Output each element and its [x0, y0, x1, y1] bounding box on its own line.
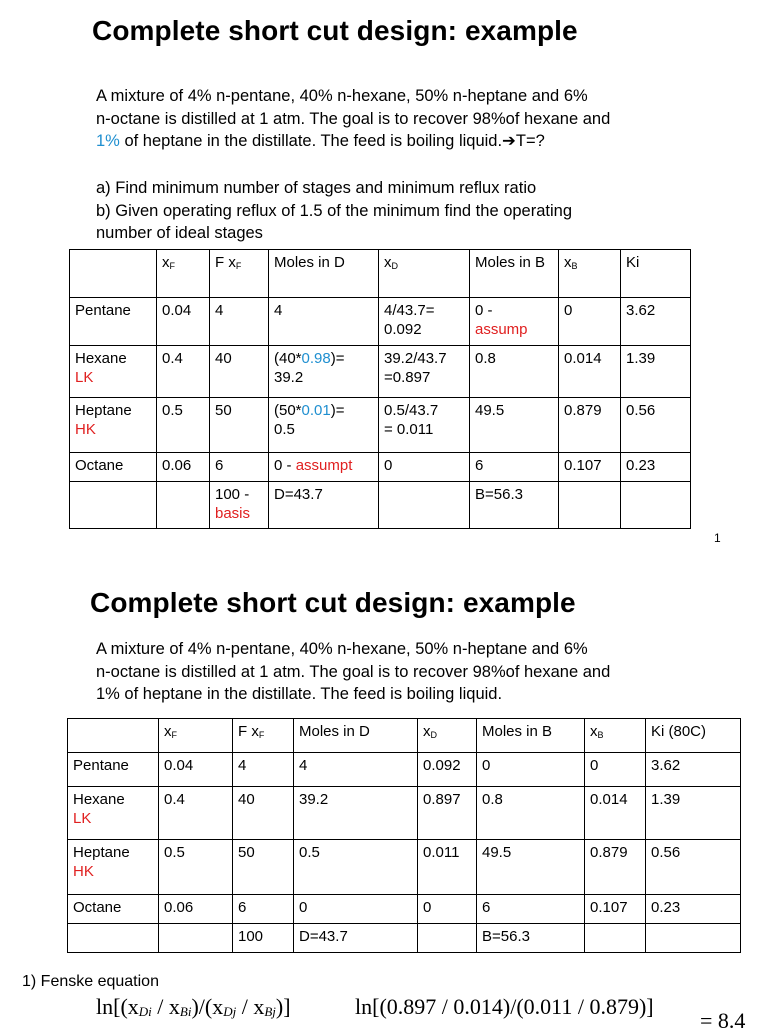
- header-ki: Ki (80C): [646, 719, 741, 753]
- cell-empty: [621, 482, 691, 529]
- formula-sub: Dj: [223, 1004, 237, 1019]
- cell-moles-d: [269, 453, 379, 482]
- recovery-fraction: 0.98: [301, 350, 331, 367]
- slide2-problem-statement: [96, 638, 610, 706]
- header-fxf-sub: F: [258, 730, 265, 740]
- cell-empty: [379, 482, 470, 529]
- table-header-row: [68, 719, 741, 753]
- cell-moles-b-line1: 0 -: [475, 302, 493, 319]
- light-key-tag: LK: [75, 369, 94, 386]
- header-fxf-sub: F: [235, 261, 242, 271]
- formula-sub: Bi: [179, 1004, 192, 1019]
- table-row-octane: [70, 453, 691, 482]
- cell-moles-b: 6: [470, 453, 559, 482]
- cell-moles-d: 39.2: [294, 787, 418, 840]
- formula-part: / x: [236, 994, 265, 1019]
- cell-d-result: 39.2: [274, 369, 304, 386]
- total-feed: 100 -: [215, 486, 250, 503]
- cell-xb: 0.014: [559, 346, 621, 398]
- row-name: [70, 398, 157, 453]
- table-row-octane: [68, 895, 741, 924]
- header-fxf-main: F x: [238, 723, 259, 740]
- fenske-equation-label: 1) Fenske equation: [22, 973, 159, 990]
- slide1-tasks: [96, 177, 572, 245]
- cell-ki: 1.39: [646, 787, 741, 840]
- cell-ki: 3.62: [621, 298, 691, 346]
- cell-xf: 0.5: [159, 840, 233, 895]
- slide1-problem-statement: [96, 85, 610, 153]
- header-fxf-main: F x: [215, 254, 236, 271]
- cell-moles-b: 49.5: [470, 398, 559, 453]
- cell-fxf: 50: [210, 398, 269, 453]
- formula-part: / x: [151, 994, 180, 1019]
- cell-xf: 0.06: [157, 453, 210, 482]
- cell-fxf: 4: [233, 753, 294, 787]
- cell-xd-line2: =0.897: [384, 369, 431, 386]
- cell-xd: 0.011: [418, 840, 477, 895]
- row-name: [70, 346, 157, 398]
- slide2-problem-line-1: A mixture of 4% n-pentane, 40% n-hexane, 50% n-heptane and 6%: [96, 640, 588, 658]
- cell-moles-b: 0.8: [477, 787, 585, 840]
- cell-moles-d: 0.5: [294, 840, 418, 895]
- slide2-title: Complete short cut design: example: [90, 587, 576, 618]
- cell-empty: [157, 482, 210, 529]
- slide1-problem-line-2: n-octane is distilled at 1 atm. The goal is to recover 98%of hexane and: [96, 109, 611, 128]
- cell-xd: 0.092: [418, 753, 477, 787]
- cell-xf: 0.06: [159, 895, 233, 924]
- slide1-title: Complete short cut design: example: [92, 15, 578, 46]
- cell-xb: 0: [585, 753, 646, 787]
- cell-moles-d: 0: [294, 895, 418, 924]
- table-header-row: [70, 250, 691, 298]
- table-row-hexane: [68, 787, 741, 840]
- row-name: Octane: [68, 895, 159, 924]
- cell-xd-line1: 4/43.7=: [384, 302, 435, 319]
- header-moles-d: Moles in D: [294, 719, 418, 753]
- cell-d-total: D=43.7: [269, 482, 379, 529]
- cell-xb: 0.107: [559, 453, 621, 482]
- cell-fxf: 40: [233, 787, 294, 840]
- cell-ki: 0.23: [621, 453, 691, 482]
- header-xb-sub: B: [597, 730, 604, 740]
- fenske-result: = 8.4: [700, 1008, 746, 1033]
- cell-ki: 0.56: [621, 398, 691, 453]
- cell-d-post: )=: [330, 350, 345, 367]
- table-row-totals: [68, 924, 741, 953]
- cell-empty: [70, 482, 157, 529]
- cell-fxf: 6: [233, 895, 294, 924]
- cell-xd: 0: [379, 453, 470, 482]
- cell-ki: 0.56: [646, 840, 741, 895]
- formula-part: )]: [275, 994, 291, 1019]
- cell-empty: [559, 482, 621, 529]
- row-name: Octane: [70, 453, 157, 482]
- header-xd-main: x: [423, 723, 431, 740]
- heavy-key-tag: HK: [73, 863, 94, 880]
- recovery-fraction: 0.01: [301, 402, 331, 419]
- cell-d-total: D=43.7: [294, 924, 418, 953]
- heavy-key-tag: HK: [75, 421, 96, 438]
- header-xf-main: x: [162, 254, 170, 271]
- task-b-line-2: number of ideal stages: [96, 224, 263, 242]
- cell-d-result: 0.5: [274, 421, 295, 438]
- cell-empty: [159, 924, 233, 953]
- cell-xf: 0.5: [157, 398, 210, 453]
- header-moles-d: Moles in D: [269, 250, 379, 298]
- cell-fxf-total: [210, 482, 269, 529]
- cell-xd: [379, 346, 470, 398]
- cell-empty: [585, 924, 646, 953]
- header-xd-sub: D: [430, 730, 437, 740]
- cell-moles-b: 49.5: [477, 840, 585, 895]
- cell-xd-line1: 0.5/43.7: [384, 402, 439, 419]
- cell-moles-d: [269, 398, 379, 453]
- cell-ki: 0.23: [646, 895, 741, 924]
- light-key-tag: LK: [73, 810, 92, 827]
- cell-empty: [646, 924, 741, 953]
- table-row-pentane: [70, 298, 691, 346]
- cell-xb: 0.014: [585, 787, 646, 840]
- cell-b-total: B=56.3: [477, 924, 585, 953]
- row-name: Pentane: [68, 753, 159, 787]
- cell-xd-line2: 0.092: [384, 321, 422, 338]
- cell-xd: 0.897: [418, 787, 477, 840]
- slide1-problem-line-3: [96, 130, 610, 153]
- fenske-formula-numerator: [96, 994, 291, 1020]
- slide1-problem-line-1: A mixture of 4% n-pentane, 40% n-hexane, 50% n-heptane and 6%: [96, 87, 588, 105]
- formula-sub: Di: [138, 1004, 152, 1019]
- row-name-text: Hexane: [73, 791, 125, 808]
- header-xf: [157, 250, 210, 298]
- header-xd: [379, 250, 470, 298]
- table-row-heptane: [68, 840, 741, 895]
- cell-xf: 0.4: [159, 787, 233, 840]
- row-name-text: Heptane: [75, 402, 132, 419]
- basis-note: basis: [215, 505, 251, 522]
- header-xd-main: x: [384, 254, 392, 271]
- row-name: [68, 787, 159, 840]
- cell-empty: [418, 924, 477, 953]
- header-xf-main: x: [164, 723, 172, 740]
- slide1-problem-line-3-text: of heptane in the distillate. The feed is boiling liquid.➔T=?: [119, 132, 545, 150]
- heptane-recovery-highlight: 1%: [96, 132, 120, 150]
- task-a: a) Find minimum number of stages and minimum reflux ratio: [96, 179, 537, 197]
- slide2-problem-line-3: 1% of heptane in the distillate. The feed is boiling liquid.: [96, 685, 503, 703]
- cell-moles-d: [269, 346, 379, 398]
- row-name: [68, 840, 159, 895]
- header-xf-sub: F: [171, 730, 177, 740]
- header-xb-main: x: [564, 254, 572, 271]
- table-row-heptane: [70, 398, 691, 453]
- table-row-hexane: [70, 346, 691, 398]
- cell-d-pre: 0 -: [274, 457, 296, 474]
- slide1-material-balance-table: [69, 249, 691, 529]
- cell-moles-d: 4: [294, 753, 418, 787]
- row-name-text: Heptane: [73, 844, 130, 861]
- cell-moles-b: 0: [477, 753, 585, 787]
- header-xf: [159, 719, 233, 753]
- cell-xd-line1: 39.2/43.7: [384, 350, 447, 367]
- formula-part: )/(x: [191, 994, 224, 1019]
- header-xf-sub: F: [169, 261, 175, 271]
- cell-ki: 3.62: [646, 753, 741, 787]
- cell-moles-d: 4: [269, 298, 379, 346]
- cell-xb: 0.107: [585, 895, 646, 924]
- cell-d-pre: (50*: [274, 402, 302, 419]
- cell-moles-b: 6: [477, 895, 585, 924]
- table-row-pentane: [68, 753, 741, 787]
- cell-xd: [379, 398, 470, 453]
- header-moles-b: Moles in B: [470, 250, 559, 298]
- header-xb: [585, 719, 646, 753]
- cell-fxf: 50: [233, 840, 294, 895]
- row-name: Pentane: [70, 298, 157, 346]
- cell-xf: 0.04: [159, 753, 233, 787]
- header-empty: [70, 250, 157, 298]
- cell-xb: 0: [559, 298, 621, 346]
- cell-d-post: )=: [330, 402, 345, 419]
- page-number: 1: [714, 531, 721, 545]
- header-empty: [68, 719, 159, 753]
- cell-ki: 1.39: [621, 346, 691, 398]
- cell-b-total: B=56.3: [470, 482, 559, 529]
- assumption-note: assumpt: [295, 457, 353, 474]
- header-fxf: [210, 250, 269, 298]
- header-fxf: [233, 719, 294, 753]
- assumption-note: assump: [475, 321, 528, 338]
- cell-xd-line2: = 0.011: [384, 421, 434, 438]
- header-moles-b: Moles in B: [477, 719, 585, 753]
- cell-fxf: 6: [210, 453, 269, 482]
- cell-xb: 0.879: [559, 398, 621, 453]
- header-xd: [418, 719, 477, 753]
- task-b-line-1: b) Given operating reflux of 1.5 of the minimum find the operating: [96, 201, 573, 220]
- fenske-formula-substituted: ln[(0.897 / 0.014)/(0.011 / 0.879)]: [355, 994, 654, 1019]
- cell-fxf-total: 100: [233, 924, 294, 953]
- formula-sub: Bj: [264, 1004, 276, 1019]
- cell-empty: [68, 924, 159, 953]
- cell-xf: 0.04: [157, 298, 210, 346]
- cell-moles-b: 0.8: [470, 346, 559, 398]
- cell-d-pre: (40*: [274, 350, 302, 367]
- header-ki: Ki: [621, 250, 691, 298]
- cell-moles-b: [470, 298, 559, 346]
- table-row-totals: [70, 482, 691, 529]
- row-name-text: Hexane: [75, 350, 127, 367]
- header-xb-main: x: [590, 723, 598, 740]
- header-xd-sub: D: [391, 261, 398, 271]
- header-xb-sub: B: [571, 261, 578, 271]
- cell-fxf: 4: [210, 298, 269, 346]
- formula-part: ln[(x: [96, 994, 139, 1019]
- slide2-material-balance-table: [67, 718, 741, 953]
- cell-xb: 0.879: [585, 840, 646, 895]
- header-xb: [559, 250, 621, 298]
- slide2-problem-line-2: n-octane is distilled at 1 atm. The goal is to recover 98%of hexane and: [96, 662, 611, 681]
- cell-xf: 0.4: [157, 346, 210, 398]
- cell-xd: [379, 298, 470, 346]
- cell-xd: 0: [418, 895, 477, 924]
- cell-fxf: 40: [210, 346, 269, 398]
